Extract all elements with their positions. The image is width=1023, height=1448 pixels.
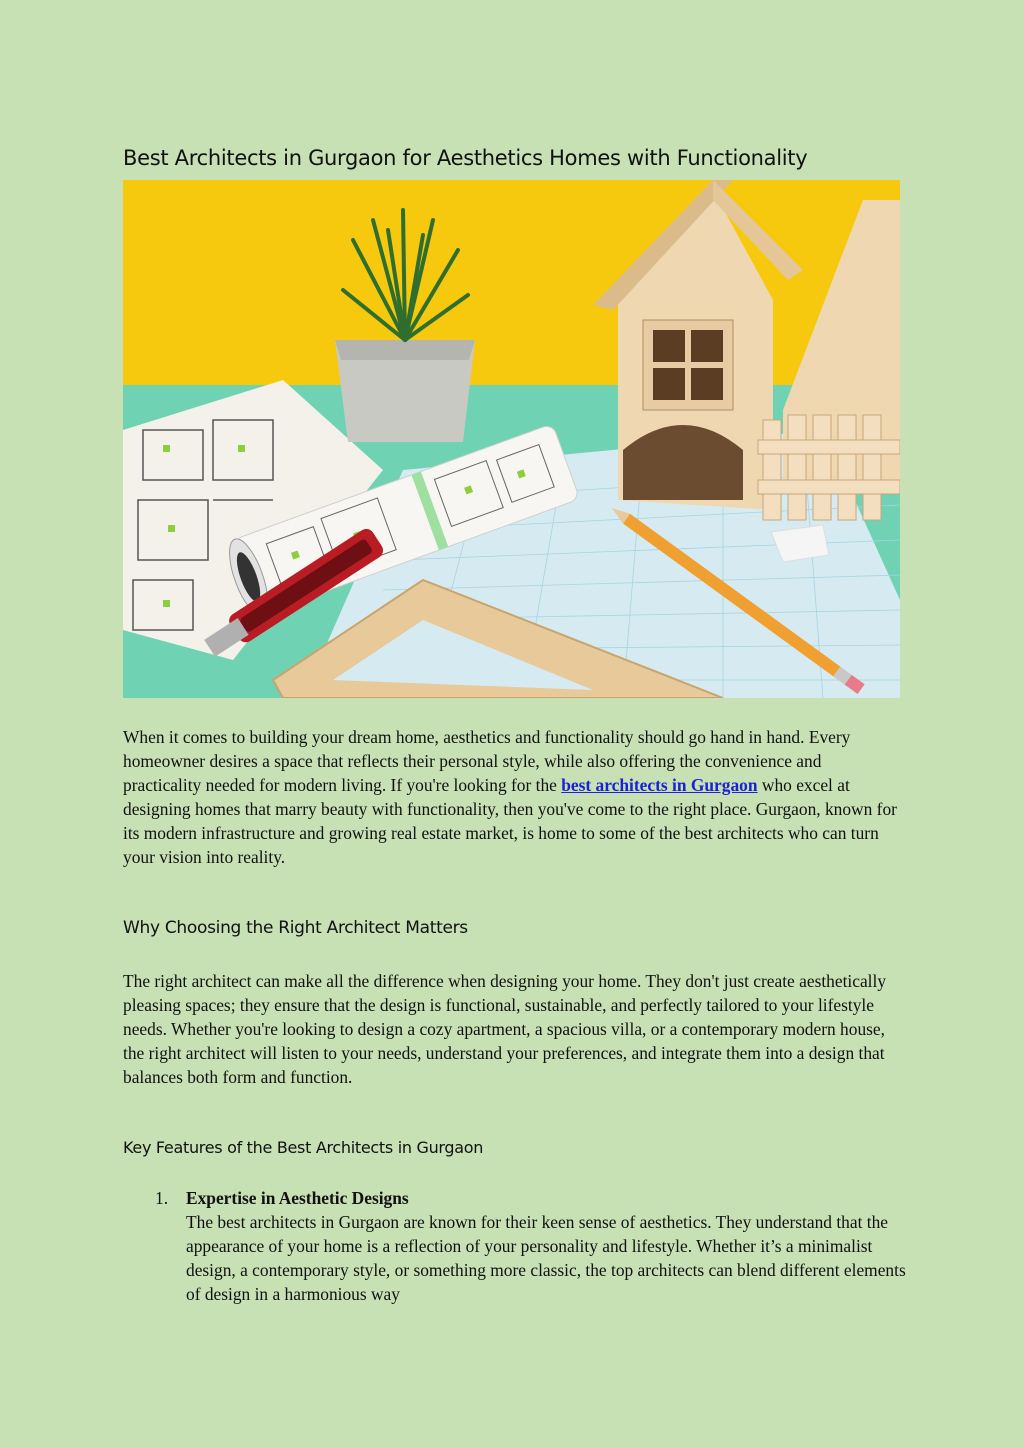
intro-paragraph	[123, 725, 903, 869]
list-item	[123, 1186, 913, 1306]
feature-body: The best architects in Gurgaon are known for their keen sense of aesthetics. They understand that the appearance of your home is a reflection of your personality and lifestyle. Whether it’s a minimalist design, a contemporary style, or something more classic, the top architects can blend different elements of design in a harmonious way	[186, 1212, 906, 1304]
why-paragraph: The right architect can make all the difference when designing your home. They don't just create aesthetically pleasing spaces; they ensure that the design is functional, sustainable, and perfectly tailored to your lifestyle needs. Whether you're looking to design a cozy apartment, a spacious villa, or a contemporary modern house, the right architect will listen to your needs, understand your preferences, and integrate them into a design that balances both form and function.	[123, 971, 887, 1087]
intro-text-start: When it comes to building your dream home, aesthetics and functionality should go hand in hand. Every homeowner desires a space that reflects their personal style, while also offering the convenience and practicality needed for modern living. If you're looking for the	[123, 727, 851, 795]
section-heading-why: Why Choosing the Right Architect Matters	[123, 918, 468, 938]
architecture-desk-photo	[123, 180, 900, 698]
intro-text-end: who excel at designing homes that marry beauty with functionality, then you've come to the right place. Gurgaon, known for its modern infrastructure and growing real estate market, is home to some of the best architects who can turn your vision into reality.	[123, 775, 897, 867]
hero-image	[123, 180, 900, 698]
section-heading-key-features: Key Features of the Best Architects in Gurgaon	[123, 1138, 484, 1157]
page-title: Best Architects in Gurgaon for Aesthetics Homes with Functionality	[123, 146, 808, 170]
best-architects-link[interactable]: best architects in Gurgaon	[561, 775, 758, 795]
feature-title: Expertise in Aesthetic Designs	[186, 1188, 409, 1208]
list-item-number: 1.	[155, 1188, 169, 1208]
features-list	[123, 1186, 913, 1306]
